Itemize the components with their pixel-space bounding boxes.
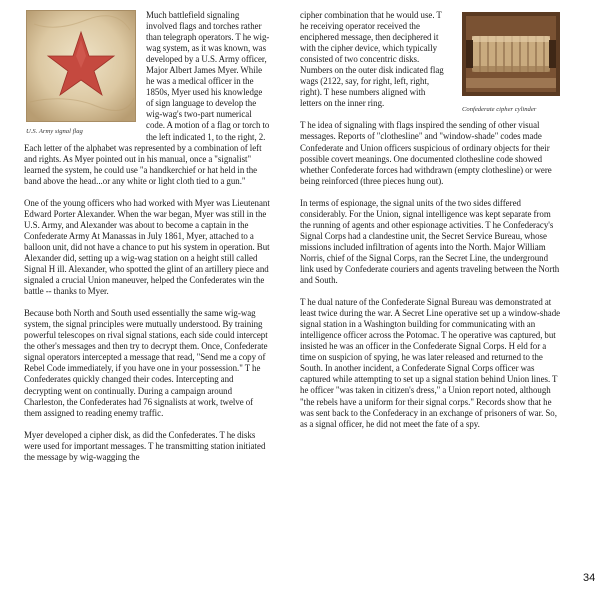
page-number: 34 — [583, 572, 596, 584]
paragraph: T he dual nature of the Confederate Signal Bureau was demonstrated at least twice during the war. A Secret Line operative set up a window-shade signal station in a Washington building for communicating with an intelligence officer across the Potomac. T he operative was captured, but insisted he was an officer in the Confederate Signal Corps. H eld for a time on suspicion of spying, he was later released and returned to the South. In another incident, a Confederate Signal Corps officer was captured while attempting to set up a signal station behind Union lines. T he officer "was taken in citizen's dress," a Union report noted, although "the rebels have a uniform for their signal corps." Records show that he was sent back to the Confederacy in an exchange of prisoners of war. So, as a signal officer, he did not meet the fate of a spy. — [300, 297, 561, 429]
figure-caption: Confederate cipher cylinder — [462, 106, 537, 113]
left-column — [24, 10, 270, 474]
cipher-cylinder-figure — [452, 10, 562, 114]
paragraph: cipher combination that he would use. T he receiving operator received the enciphered message, then deciphered it with the cipher device, which typically consisted of two concentric disks. Numbers on the outer disk indicated flag wags (2122, say, for right, left, right, right). T hese numbers aligned with letters on the inner ring. — [300, 10, 444, 109]
paragraph: In terms of espionage, the signal units of the two sides differed considerably. For the Union, signal intelligence was kept separate from the running of agents and other espionage activities. T he Confederacy's Signal Corps had a clandestine unit, the Secret Service Bureau, whose missions included infiltration of agents into the North. Major William Norris, chief of the Signal Corps, ran the Secret Line, the underground link used by Confederate couriers and agents traveling between the North and South. — [300, 197, 560, 286]
figure-caption: U.S. Army signal flag — [26, 128, 83, 135]
signal-flag-figure — [24, 10, 140, 138]
right-column — [300, 10, 562, 441]
cipher-cylinder-image — [462, 12, 560, 96]
paragraph: Much battlefield signaling involved flags and torches rather than telegraph operators. T he wig-wag system, as it was known, was developed by a U.S. Army officer, Major Albert James Myer. While he was a medical officer in the 1850s, Myer used his knowledge of sign language to develop the wig-wag's two-part numerical code. A motion of a flag or torch to the left indicated 1, to the right, 2. Each letter of the alphabet was represented by a combination of left and rights. As Myer pointed out in his manual, once a "signalist" learned the system, he could use "a handkerchief or hat held in the band above the head...or any white or light cloth tied to a gun." — [24, 10, 270, 186]
paragraph: Myer developed a cipher disk, as did the Confederates. T he disks were used for important messages. T he transmitting station initiated the message by wig-wagging the — [24, 429, 266, 462]
paragraph: One of the young officers who had worked with Myer was Lieutenant Edward Porter Alexander. When the war began, Myer was still in the U.S. Army, and Alexander was about to become a captain in the Confederate Army At Manassas in July 1861, Myer, attached to a balloon unit, did not have a chance to put his system in operation. But Alexander did, setting up a wig-wag station on a height still called Signal H ill. Alexander, who spotted the glint of an artillery piece and signaled a crucial Union maneuver, helped the Confederates win the battle -- thanks to Myer. — [24, 197, 270, 297]
paragraph: Because both North and South used essentially the same wig-wag system, the signal principles were mutually understood. By training powerful telescopes on rival signal stations, each side could intercept the other's messages and then try to decrypt them. Once, Confederate signal operators intercepted a message that read, "Send me a copy of Rebel Code immediately, if you have one in your possession." T he Confederates quickly changed their codes. Intercepting and decrypting went on continually. During a campaign around Charleston, the Confederates had 76 signalists at work, twelve of them assigned to reading enemy traffic. — [24, 308, 268, 418]
star-flag-image — [26, 10, 136, 122]
paragraph: T he idea of signaling with flags inspired the sending of other visual messages. Reports of "clothesline" and "window-shade" codes made Confederate and Union officers suspicious of ordinary objects for their possible covert meanings. One documented clothesline code showed whether Confederate forces had withdrawn (empty clothesline) or were being reinforced (three pieces hung out). — [300, 120, 552, 186]
